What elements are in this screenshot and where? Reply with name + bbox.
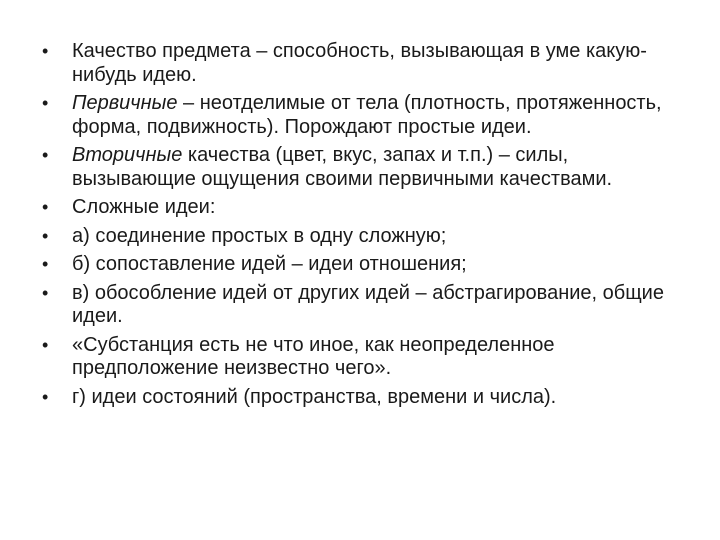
bullet-icon: • <box>42 93 49 113</box>
list-item <box>40 334 690 381</box>
bullet-icon: • <box>42 334 49 355</box>
list-item <box>40 92 690 139</box>
list-item <box>40 196 690 220</box>
list-item <box>40 144 690 191</box>
bullet-icon: • <box>42 145 49 165</box>
bullet-icon: • <box>42 386 49 407</box>
item-text: в) обособление идей от других идей – абстрагирование, общие идеи. <box>72 281 664 327</box>
bullet-icon: • <box>42 225 49 246</box>
list-item <box>40 225 690 249</box>
bullet-list <box>40 40 690 414</box>
list-item <box>40 40 690 87</box>
item-emphasis: Вторичные <box>72 144 183 166</box>
bullet-icon: • <box>42 282 49 303</box>
item-text: а) соединение простых в одну сложную; <box>72 224 447 247</box>
item-text: г) идеи состояний (пространства, времени и числа). <box>72 385 557 408</box>
bullet-icon: • <box>42 197 49 217</box>
bullet-icon: • <box>42 41 49 61</box>
item-text: б) сопоставление идей – идеи отношения; <box>72 253 467 275</box>
bullet-icon: • <box>42 254 49 274</box>
item-text: Качество предмета – способность, вызывающая в уме какую-нибудь идею. <box>72 40 647 86</box>
item-text: качества (цвет, вкус, запах и т.п.) – силы, вызывающие ощущения своими первичными качествами. <box>72 144 613 190</box>
list-item <box>40 253 690 277</box>
item-emphasis: Первичные <box>72 92 178 114</box>
item-text: – неотделимые от тела (плотность, протяженность, форма, подвижность). Порождают простые идеи. <box>72 92 662 138</box>
item-text: «Субстанция есть не что иное, как неопределенное предположение неизвестно чего». <box>72 333 555 379</box>
list-item <box>40 282 690 329</box>
list-item <box>40 386 690 410</box>
item-text: Сложные идеи: <box>72 196 216 218</box>
